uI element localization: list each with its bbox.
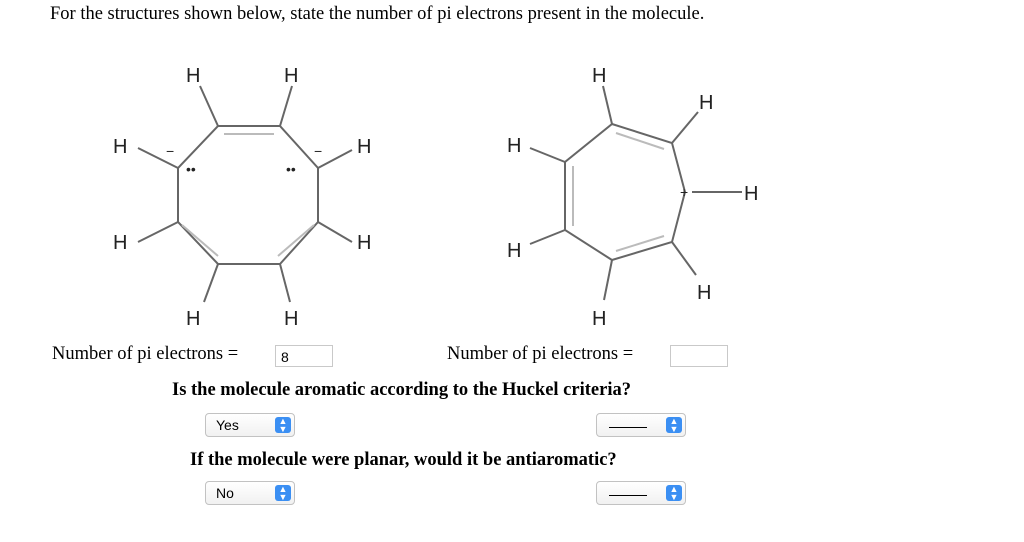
pi-electrons-input-2[interactable]	[670, 345, 728, 367]
hydrogen-atom-9: H	[592, 65, 607, 87]
hydrogen-atom-15: H	[592, 308, 607, 330]
select-blank-placeholder	[609, 427, 647, 428]
ch-bond-15	[604, 260, 612, 300]
hydrogen-atom-5: H	[113, 232, 128, 254]
hydrogen-atom-7: H	[186, 308, 201, 330]
question-prompt: For the structures shown below, state the number of pi electrons present in the molecule.	[50, 4, 705, 24]
stepper-icon: ▲ ▼	[666, 417, 682, 433]
negative-charge-1: −	[166, 143, 175, 159]
ring-2-double-bond-bottom	[616, 236, 664, 251]
hydrogen-atom-14: H	[697, 282, 712, 304]
hydrogen-atom-12: H	[744, 183, 759, 205]
hydrogen-atom-2: H	[284, 65, 299, 87]
ch-bond-11	[530, 148, 565, 162]
stepper-icon: ▲ ▼	[275, 417, 291, 433]
aromatic-select-1-value: Yes	[216, 417, 239, 433]
antiaromatic-question: If the molecule were planar, would it be antiaromatic?	[190, 450, 617, 470]
hydrogen-atom-10: H	[699, 92, 714, 114]
lone-pair-2: ••	[286, 161, 296, 177]
hydrogen-atom-1: H	[186, 65, 201, 87]
antiaromatic-select-1[interactable]	[205, 481, 295, 505]
ring-2	[565, 124, 685, 260]
aromatic-question: Is the molecule aromatic according to the Huckel criteria?	[172, 380, 631, 400]
select-blank-placeholder	[609, 495, 647, 496]
ch-bond-9	[603, 86, 612, 124]
pi-electrons-input-1[interactable]: 8	[275, 345, 333, 367]
ch-bond-10	[672, 112, 698, 143]
hydrogen-atom-3: H	[113, 136, 128, 158]
hydrogen-atom-13: H	[507, 240, 522, 262]
antiaromatic-select-1-value: No	[216, 485, 234, 501]
aromatic-select-2[interactable]	[596, 413, 686, 437]
hydrogen-atom-11: H	[507, 135, 522, 157]
stepper-icon: ▲ ▼	[275, 485, 291, 501]
stepper-icon: ▲ ▼	[666, 485, 682, 501]
ring-2-double-bond-top	[616, 133, 664, 149]
ch-bond-14	[672, 242, 696, 275]
antiaromatic-select-2[interactable]	[596, 481, 686, 505]
ch-bond-13	[530, 230, 565, 244]
hydrogen-atom-8: H	[284, 308, 299, 330]
hydrogen-atom-6: H	[357, 232, 372, 254]
aromatic-select-1[interactable]	[205, 413, 295, 437]
pi-electrons-label-1: Number of pi electrons =	[52, 344, 239, 364]
hydrogen-atom-4: H	[357, 136, 372, 158]
lone-pair-1: ••	[186, 161, 196, 177]
pi-electrons-label-2: Number of pi electrons =	[447, 344, 634, 364]
negative-charge-2: −	[314, 143, 323, 159]
positive-charge: +	[680, 184, 689, 200]
